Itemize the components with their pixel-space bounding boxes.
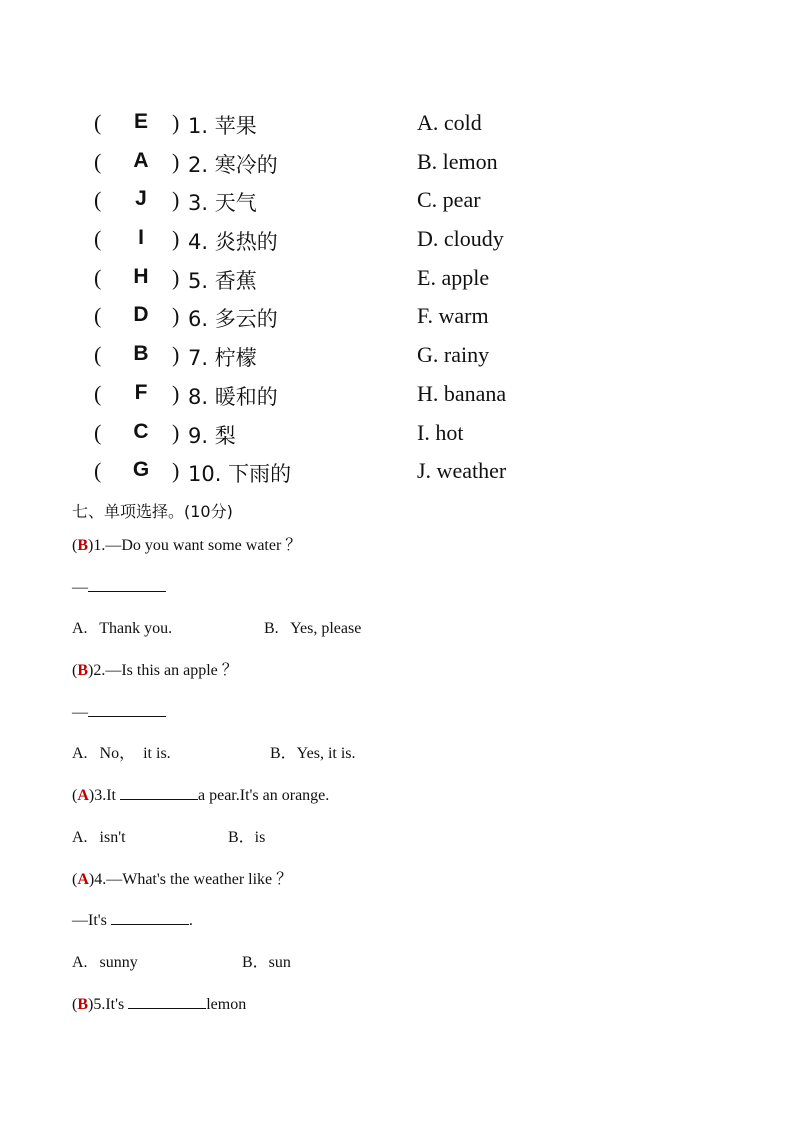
- question-text: 4.—What's the weather like ？: [94, 870, 293, 888]
- match-term: 5. 香蕉: [188, 268, 257, 293]
- paren-open: (: [94, 110, 102, 135]
- answer-blank: [111, 910, 189, 925]
- answer-blank: [120, 785, 198, 800]
- match-row: [94, 452, 634, 491]
- question-3-options: [72, 826, 752, 868]
- option-a: A. Thank you.: [72, 620, 173, 638]
- paren-open: (: [94, 380, 102, 406]
- answer-letter: B: [77, 662, 88, 680]
- match-term: 9. 梨: [188, 423, 236, 448]
- match-term: 1. 苹果: [188, 114, 257, 138]
- matching-exercise: [94, 104, 634, 491]
- match-option: A. cold: [417, 110, 482, 135]
- match-answer: H: [133, 264, 149, 288]
- question-text-after: a pear.It's an orange.: [198, 787, 330, 805]
- match-answer: F: [134, 380, 148, 404]
- option-b: B．is: [228, 828, 266, 846]
- paren-open: (: [94, 148, 102, 174]
- match-row: [94, 336, 634, 375]
- match-row: [94, 181, 634, 220]
- match-option: E. apple: [417, 264, 490, 290]
- question-1-stem: (B)1.—Do you want some water ？: [72, 537, 302, 554]
- match-option: I. hot: [417, 419, 464, 445]
- match-term: 10. 下雨的: [188, 462, 292, 487]
- paren-close: ): [172, 226, 180, 252]
- paren-close: ): [172, 303, 180, 329]
- match-option: G. rainy: [417, 342, 490, 368]
- match-option: C. pear: [417, 187, 481, 213]
- option-b: B. Yes, please: [264, 620, 362, 638]
- match-term: 3. 天气: [188, 191, 257, 216]
- reply-prefix: —It's: [72, 912, 111, 930]
- match-term: 7. 柠檬: [188, 346, 257, 371]
- paren-close: ): [172, 110, 180, 135]
- match-row: [94, 297, 634, 336]
- match-option: H. banana: [417, 380, 507, 406]
- paren-open: (: [94, 264, 102, 290]
- question-text: 1.—Do you want some water ？: [93, 537, 302, 554]
- match-answer: J: [135, 187, 147, 211]
- option-b: B．Yes, it is.: [270, 745, 356, 763]
- match-term: 4. 炎热的: [188, 230, 278, 255]
- question-4-stem: (A)4.—What's the weather like ？: [72, 870, 293, 888]
- question-text: 2.—Is this an apple ？: [93, 662, 238, 680]
- paren-open: (: [94, 187, 102, 213]
- match-answer: B: [133, 342, 149, 366]
- question-2-stem: (B)2.—Is this an apple ？: [72, 662, 238, 680]
- match-row: [94, 375, 634, 414]
- paren-close: ): [172, 264, 180, 290]
- match-row: [94, 220, 634, 259]
- match-option: F. warm: [417, 303, 489, 329]
- question-1-options: [72, 617, 752, 659]
- match-answer: G: [132, 458, 150, 482]
- question-2-options: [72, 742, 752, 784]
- question-5-stem: (B)5.It's lemon: [72, 995, 247, 1013]
- reply-prefix: —: [72, 578, 88, 596]
- question-4-reply: [72, 909, 752, 951]
- match-answer: I: [138, 226, 144, 250]
- question-text-before: 3.It: [94, 787, 120, 805]
- match-row: [94, 259, 634, 298]
- paren-close: ): [172, 419, 180, 445]
- question-2-reply: [72, 701, 752, 743]
- section-title: 七、单项选择。(10分): [72, 502, 233, 521]
- reply-prefix: —: [72, 703, 88, 721]
- answer-blank: [128, 994, 206, 1009]
- answer-letter: A: [77, 870, 89, 888]
- match-row: [94, 143, 634, 182]
- option-a: A. sunny: [72, 953, 138, 971]
- match-option: D. cloudy: [417, 226, 504, 252]
- paren-close: ): [172, 458, 180, 484]
- question-4-options: [72, 951, 752, 993]
- match-answer: D: [133, 303, 149, 327]
- paren-open: (: [94, 419, 102, 445]
- paren-open: (: [94, 226, 102, 252]
- match-answer: E: [133, 110, 148, 133]
- question-3-stem: (A)3.It a pear.It's an orange.: [72, 787, 330, 805]
- paren-close: ): [172, 380, 180, 406]
- paren-close: ): [172, 148, 180, 174]
- match-option: J. weather: [417, 458, 507, 484]
- match-option: B. lemon: [417, 148, 498, 174]
- option-a: A. isn't: [72, 828, 126, 846]
- match-term: 2. 寒冷的: [188, 152, 278, 177]
- paren-open: (: [94, 342, 102, 368]
- question-text-before: 5.It's: [93, 995, 129, 1013]
- match-term: 8. 暖和的: [188, 384, 278, 409]
- match-term: 6. 多云的: [188, 307, 278, 332]
- option-b: B．sun: [242, 953, 291, 971]
- match-row: [94, 414, 634, 453]
- match-answer: A: [133, 148, 149, 172]
- paren-close: ): [172, 342, 180, 368]
- option-a: A. No， it is.: [72, 745, 171, 763]
- answer-blank: [88, 577, 166, 592]
- question-1-reply: [72, 576, 752, 618]
- question-text-after: lemon: [206, 995, 247, 1013]
- match-answer: C: [133, 419, 149, 443]
- reply-suffix: .: [188, 912, 193, 930]
- match-row: [94, 104, 634, 143]
- answer-letter: B: [77, 995, 88, 1013]
- answer-blank: [88, 702, 166, 717]
- paren-close: ): [172, 187, 180, 213]
- paren-open: (: [94, 458, 102, 484]
- paren-open: (: [94, 303, 102, 329]
- answer-letter: B: [77, 537, 88, 554]
- multiple-choice-section: [72, 500, 752, 1034]
- answer-letter: A: [77, 787, 89, 805]
